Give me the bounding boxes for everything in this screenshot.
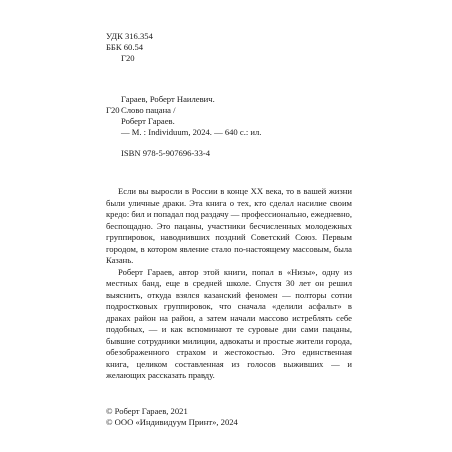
responsibility-statement: Роберт Гараев. — [121, 116, 175, 126]
imprint-line: — М. : Individuum, 2024. — 640 с.: ил. — [121, 127, 262, 137]
isbn: ISBN 978-5-907696-33-4 — [121, 148, 211, 158]
annotation-paragraph-2: Роберт Гараев, автор этой книги, попал в «Низы», одну из местных банд, еще в средней школе. Спустя 30 лет он решил выяснить, откуда взялся казанский феномен — полторы сотни подростковых группировок, что сначала «делили асфальт» в драках район на район, а затем начали массово истреблять себе подобных, — и как вспоминают те суровые дни сами пацаны, бывшие сотрудники милиции, адвокаты и простые жители города, обезображенного страхом и жестокостью. Это единственная книга, целиком составленная из голосов выживших — и желающих рассказать правду. — [106, 266, 352, 380]
annotation-paragraph-1: Если вы выросли в России в конце XX века, то в вашей жизни были уличные драки. Эта книга о тех, кто сделал насилие своим кредо: бил и попадал под раздачу — профессионально, ежедневно, беспощадно. Это пацаны, участники бесчисленных молодежных группировок, наводнивших поздний Советский Союз. Первым городом, в котором явление стало по-настоящему массовым, была Казань. — [106, 186, 352, 265]
copyright-publisher: © ООО «Индивидуум Принт», 2024 — [106, 417, 238, 427]
annotation — [106, 186, 352, 382]
catalog-author-mark: Г20 — [106, 105, 120, 115]
copyright-author: © Роберт Гараев, 2021 — [106, 406, 188, 416]
author-heading: Гараев, Роберт Наилевич. — [121, 94, 215, 104]
udk-code: УДК 316.354 — [106, 31, 153, 41]
bbk-code: ББК 60.54 — [106, 42, 144, 52]
author-mark: Г20 — [121, 53, 135, 63]
book-title: Слово пацана / — [121, 105, 176, 115]
